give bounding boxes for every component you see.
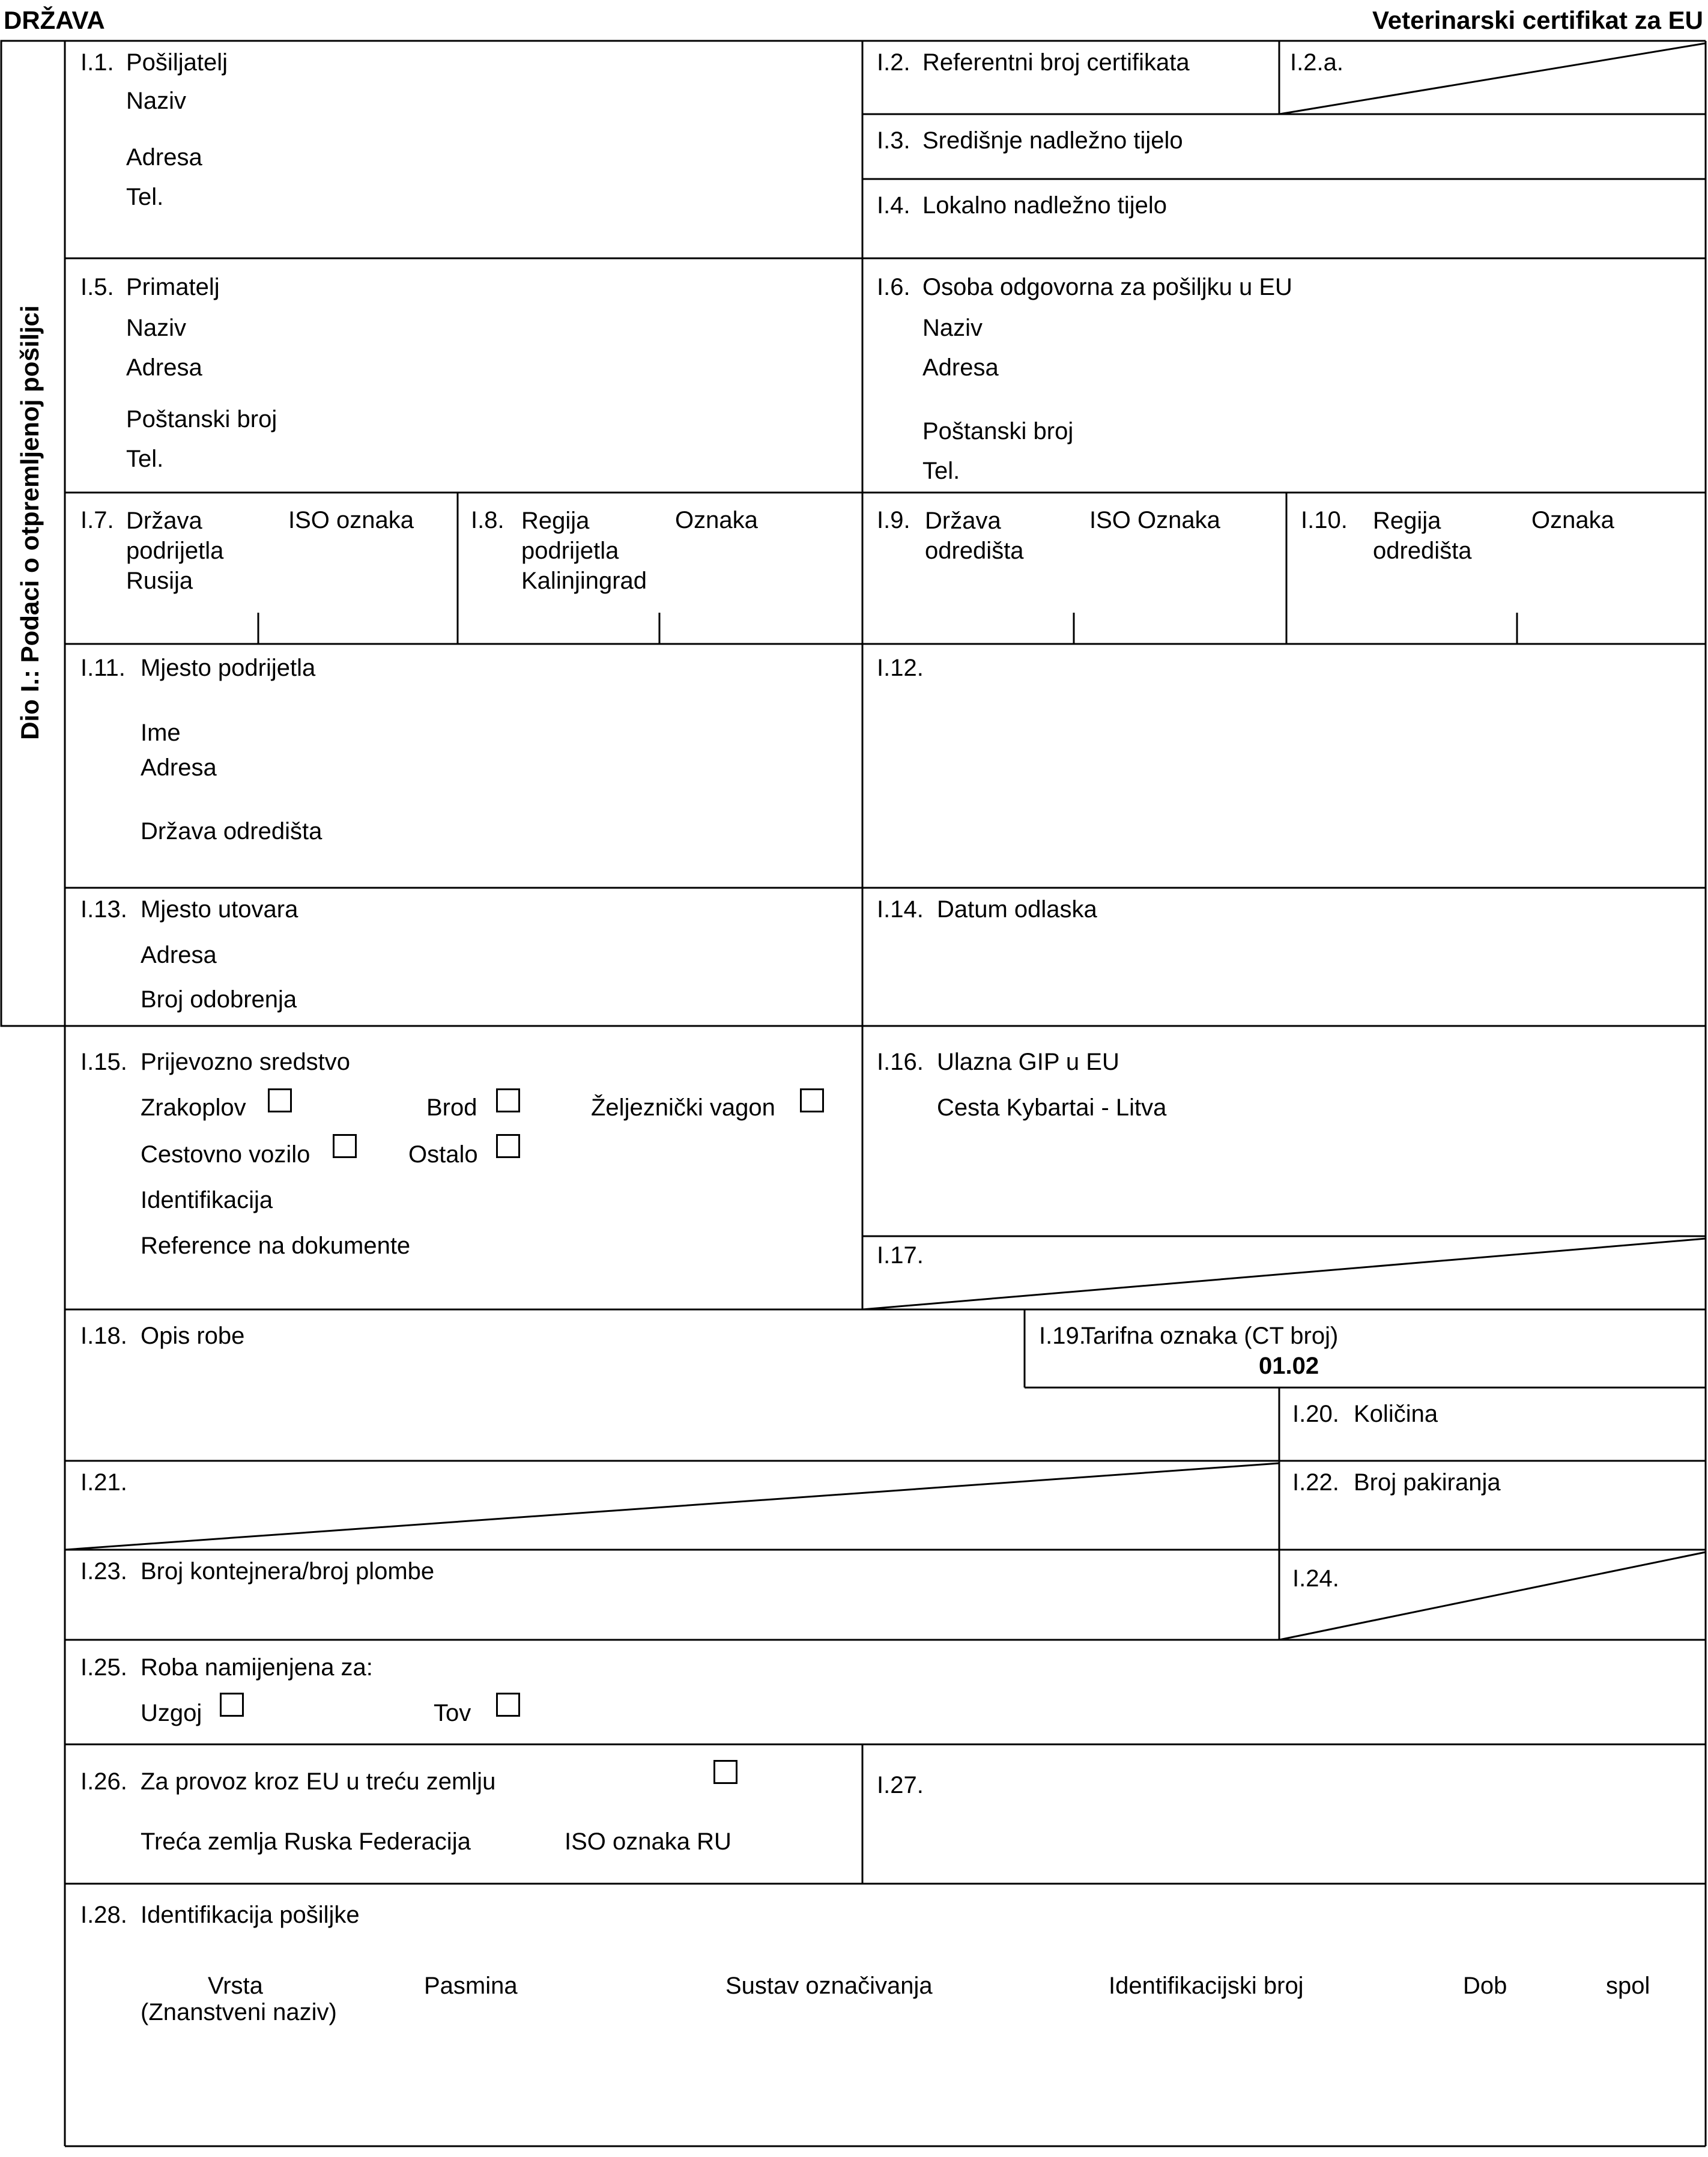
- column-species-scientific-note: (Znanstveni naziv): [141, 1999, 337, 2025]
- box-19-label: Tarifna oznaka (CT broj): [1081, 1323, 1339, 1349]
- box-11-number: I.11.: [80, 655, 126, 681]
- box-1-name-label: Naziv: [126, 88, 187, 114]
- box-9-country-of-destination: Država odredišta: [925, 508, 1024, 564]
- box-21-number: I.21.: [80, 1469, 127, 1496]
- box-6-tel-label: Tel.: [922, 458, 960, 484]
- box-9-iso-label: ISO Oznaka: [1089, 507, 1220, 533]
- box-6-label: Osoba odgovorna za pošiljku u EU: [922, 274, 1292, 300]
- box-26-third-country: Treća zemlja Ruska Federacija: [141, 1828, 471, 1855]
- box-28-number: I.28.: [80, 1902, 127, 1928]
- transport-road-label: Cestovno vozilo: [141, 1141, 310, 1168]
- box-25-label: Roba namijenjena za:: [141, 1654, 373, 1681]
- box-24-crossout: [1279, 1552, 1706, 1640]
- box-4-label: Lokalno nadležno tijelo: [922, 192, 1167, 219]
- box-17-number: I.17.: [877, 1242, 924, 1269]
- box-5-name-label: Naziv: [126, 315, 187, 341]
- box-22-number: I.22.: [1292, 1469, 1339, 1496]
- box-15-identification-label: Identifikacija: [141, 1187, 273, 1213]
- box-5-postcode-label: Poštanski broj: [126, 406, 277, 432]
- box-19-tariff-code-value: 01.02: [1259, 1353, 1319, 1379]
- box-7-country-of-origin: Država podrijetla Rusija: [126, 508, 224, 594]
- box-22-label: Broj pakiranja: [1354, 1469, 1501, 1496]
- box-19-number: I.19.: [1039, 1323, 1086, 1349]
- transport-road-checkbox[interactable]: [333, 1134, 357, 1158]
- column-sex: spol: [1606, 1973, 1650, 1999]
- header-country: DRŽAVA: [4, 6, 105, 34]
- purpose-breeding-checkbox[interactable]: [220, 1693, 244, 1717]
- box-25-number: I.25.: [80, 1654, 127, 1681]
- box-20-label: Količina: [1354, 1401, 1438, 1427]
- box-5-number: I.5.: [80, 274, 114, 300]
- transport-other-label: Ostalo: [408, 1141, 478, 1168]
- box-1-address-label: Adresa: [126, 144, 202, 171]
- box-8-number: I.8.: [471, 507, 504, 533]
- box-14-label: Datum odlaska: [937, 896, 1097, 923]
- box-21-crossout: [65, 1463, 1279, 1550]
- box-7-number: I.7.: [80, 507, 114, 533]
- purpose-breeding-label: Uzgoj: [141, 1700, 202, 1726]
- box-6-name-label: Naziv: [922, 315, 983, 341]
- box-5-tel-label: Tel.: [126, 446, 164, 472]
- box-3-number: I.3.: [877, 127, 910, 154]
- transport-rail-checkbox[interactable]: [800, 1088, 824, 1112]
- box-7-iso-label: ISO oznaka: [288, 507, 414, 533]
- purpose-fattening-checkbox[interactable]: [496, 1693, 520, 1717]
- transport-aircraft-label: Zrakoplov: [141, 1094, 246, 1121]
- box-6-postcode-label: Poštanski broj: [922, 418, 1074, 444]
- box-1-number: I.1.: [80, 49, 114, 76]
- transport-ship-checkbox[interactable]: [496, 1088, 520, 1112]
- transport-other-checkbox[interactable]: [496, 1134, 520, 1158]
- box-23-number: I.23.: [80, 1558, 127, 1585]
- transport-ship-label: Brod: [426, 1094, 477, 1121]
- column-species: Vrsta: [208, 1973, 263, 1999]
- box-26-iso-code: ISO oznaka RU: [565, 1828, 731, 1855]
- box-28-label: Identifikacija pošiljke: [141, 1902, 360, 1928]
- box-18-number: I.18.: [80, 1323, 127, 1349]
- box-15-documents-label: Reference na dokumente: [141, 1233, 411, 1259]
- box-10-region-of-destination: Regija odredišta: [1373, 508, 1472, 564]
- side-section-label: Dio I.: Podaci o otpremljenoj pošiljci: [16, 305, 44, 740]
- box-2a-label: I.2.a.: [1290, 49, 1343, 76]
- box-13-label: Mjesto utovara: [141, 896, 298, 923]
- box-15-label: Prijevozno sredstvo: [141, 1049, 351, 1075]
- box-16-border-post-value: Cesta Kybartai - Litva: [937, 1094, 1167, 1121]
- box-13-address-label: Adresa: [141, 942, 217, 968]
- box-1-label: Pošiljatelj: [126, 49, 228, 76]
- box-23-label: Broj kontejnera/broj plombe: [141, 1558, 435, 1585]
- box-10-code-label: Oznaka: [1531, 507, 1614, 533]
- box-13-approval-label: Broj odobrenja: [141, 986, 297, 1013]
- box-17-crossout: [862, 1239, 1706, 1309]
- box-13-number: I.13.: [80, 896, 127, 923]
- box-8-region-of-origin: Regija podrijetla Kalinjingrad: [521, 508, 647, 594]
- column-identification-number: Identifikacijski broj: [1109, 1973, 1304, 1999]
- column-breed: Pasmina: [424, 1973, 518, 1999]
- transit-checkbox[interactable]: [713, 1760, 737, 1784]
- box-12-number: I.12.: [877, 655, 924, 681]
- box-14-number: I.14.: [877, 896, 924, 923]
- box-26-label: Za provoz kroz EU u treću zemlju: [141, 1768, 496, 1795]
- box-16-number: I.16.: [877, 1049, 924, 1075]
- box-5-label: Primatelj: [126, 274, 220, 300]
- box-11-country-label: Država odredišta: [141, 818, 323, 845]
- box-26-number: I.26.: [80, 1768, 127, 1795]
- box-18-label: Opis robe: [141, 1323, 245, 1349]
- column-identification-system: Sustav označivanja: [725, 1973, 933, 1999]
- box-3-label: Središnje nadležno tijelo: [922, 127, 1183, 154]
- transport-rail-label: Željeznički vagon: [591, 1094, 775, 1121]
- box-5-address-label: Adresa: [126, 354, 202, 381]
- box-15-number: I.15.: [80, 1049, 127, 1075]
- box-16-label: Ulazna GIP u EU: [937, 1049, 1119, 1075]
- box-10-number: I.10.: [1301, 507, 1348, 533]
- box-11-label: Mjesto podrijetla: [141, 655, 316, 681]
- box-11-name-label: Ime: [141, 720, 181, 746]
- column-age: Dob: [1463, 1973, 1507, 1999]
- box-6-number: I.6.: [877, 274, 910, 300]
- purpose-fattening-label: Tov: [434, 1700, 471, 1726]
- box-9-number: I.9.: [877, 507, 910, 533]
- box-2-label: Referentni broj certifikata: [922, 49, 1190, 76]
- box-8-code-label: Oznaka: [675, 507, 758, 533]
- box-11-address-label: Adresa: [141, 754, 217, 781]
- box-2-number: I.2.: [877, 49, 910, 76]
- box-6-address-label: Adresa: [922, 354, 999, 381]
- box-20-number: I.20.: [1292, 1401, 1339, 1427]
- box-24-number: I.24.: [1292, 1565, 1339, 1592]
- transport-aircraft-checkbox[interactable]: [268, 1088, 292, 1112]
- box-1-tel-label: Tel.: [126, 184, 164, 210]
- box-4-number: I.4.: [877, 192, 910, 219]
- box-27-number: I.27.: [877, 1772, 924, 1798]
- header-certificate-title: Veterinarski certifikat za EU: [1372, 6, 1703, 34]
